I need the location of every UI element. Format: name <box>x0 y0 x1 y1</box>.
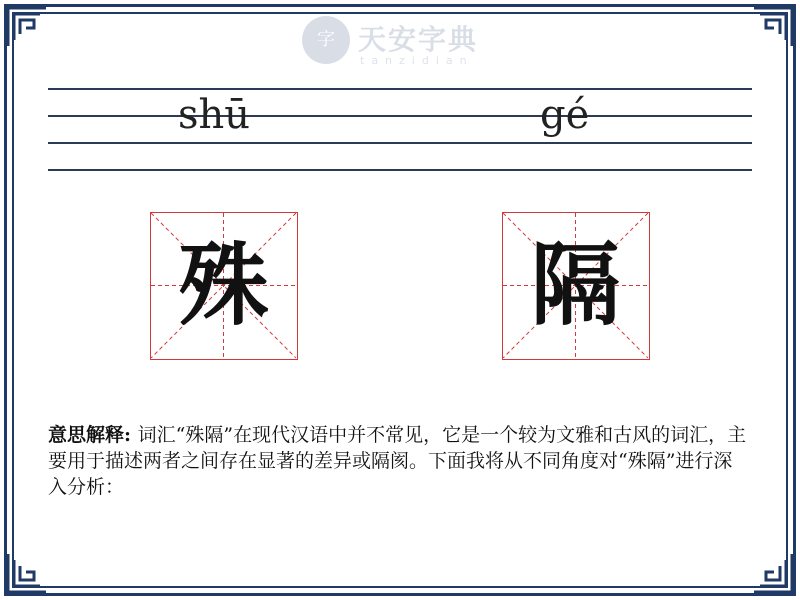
explanation-label: 意思解释 <box>48 424 125 446</box>
logo-title: 天安字典 <box>358 23 479 56</box>
explanation-paragraph <box>48 422 748 500</box>
logo-subtitle: tanzidian <box>360 54 474 67</box>
corner-ornament-bottom-left <box>4 550 50 596</box>
pinyin-2: gé <box>540 92 590 138</box>
explanation-text: 词汇“殊隔”在现代汉语中并不常见，它是一个较为文雅和古风的词汇，主要用于描述两者之间存在显著的差异或隔阂。下面我将从不同角度对“殊隔”进行深入分析： <box>48 424 747 498</box>
staff-line <box>48 169 752 171</box>
staff-line <box>48 88 752 90</box>
watermark-logo <box>302 14 502 70</box>
character-grid-2 <box>502 212 650 360</box>
corner-ornament-top-left <box>4 4 50 50</box>
character-2: 隔 <box>530 233 621 338</box>
character-1: 殊 <box>178 233 269 338</box>
explanation-separator: : <box>124 424 138 446</box>
corner-ornament-top-right <box>750 4 796 50</box>
staff-line <box>48 115 752 117</box>
logo-mark-icon: 字 <box>302 16 350 64</box>
corner-ornament-bottom-right <box>750 550 796 596</box>
pinyin-1: shū <box>178 92 251 138</box>
staff-line <box>48 142 752 144</box>
inner-border <box>12 12 788 588</box>
character-grid-1 <box>150 212 298 360</box>
